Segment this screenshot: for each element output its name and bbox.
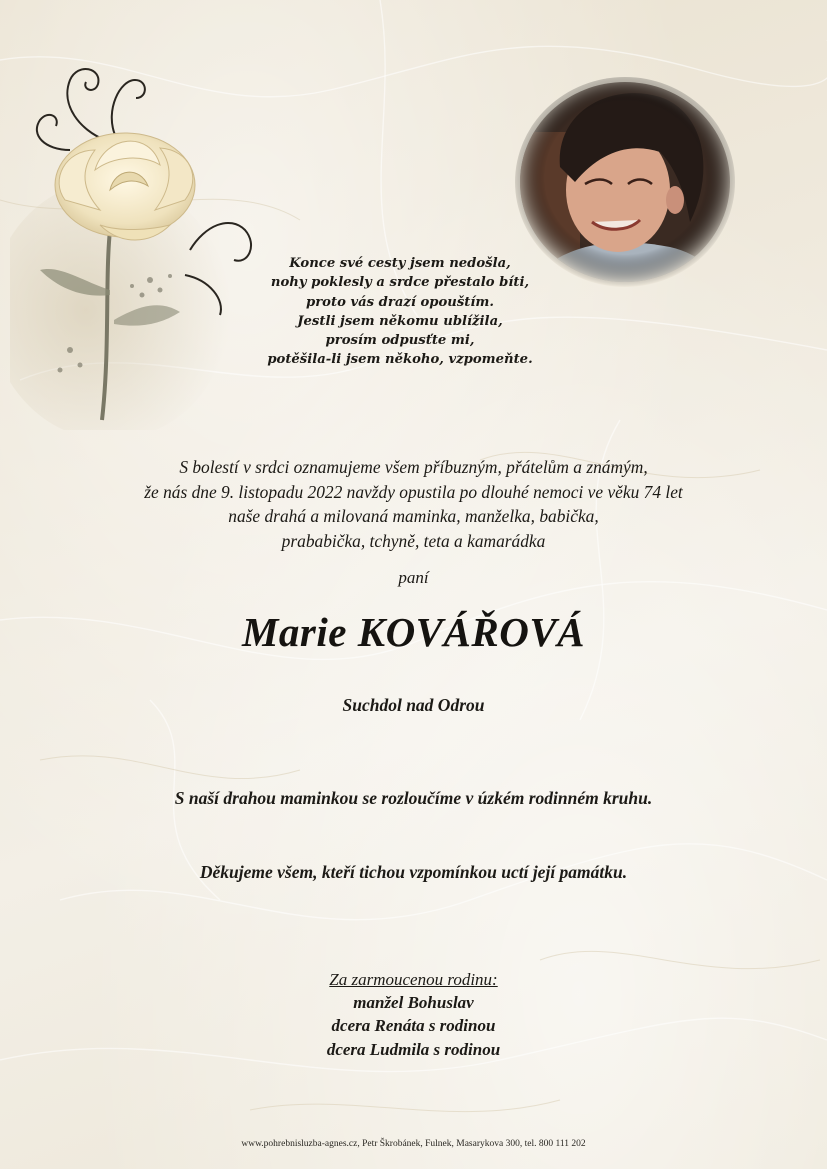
family-member: dcera Ludmila s rodinou [326, 1039, 501, 1059]
poem-line: Konce své cesty jsem nedošla, [289, 256, 511, 271]
poem-line: nohy poklesly a srdce přestalo bíti, [270, 275, 530, 291]
poem [250, 254, 550, 370]
poem-line: prosím odpusťte mi, [325, 333, 475, 349]
announcement-line: S bolestí v srdci oznamujeme všem příbuzným, přátelům a známým, [179, 457, 648, 477]
deceased-name: Marie KOVÁŘOVÁ [241, 609, 586, 655]
announcement-text [0, 455, 827, 553]
family-heading: Za zarmoucenou rodinu: [329, 970, 498, 989]
poem-line: proto vás drazí opouštím. [306, 294, 494, 310]
announcement-line: prababička, tchyně, teta a kamarádka [281, 530, 546, 551]
family-signature [0, 968, 827, 1061]
family-member: dcera Renáta s rodinou [331, 1016, 496, 1036]
salutation: paní [398, 568, 429, 587]
announcement-line: že nás dne 9. listopadu 2022 navždy opustila po dlouhé nemoci ve věku 74 let [144, 481, 683, 502]
place-of-residence: Suchdol nad Odrou [342, 695, 485, 715]
poem-line: potěšila-li jsem někoho, vzpomeňte. [267, 352, 533, 368]
thanks-notice: Děkujeme všem, kteří tichou vzpomínkou uctí její památku. [199, 862, 628, 882]
family-member: manžel Bohuslav [353, 993, 474, 1013]
poem-line: Jestli jsem někomu ublížila, [297, 313, 503, 329]
farewell-notice: S naší drahou maminkou se rozloučíme v úzkém rodinném kruhu. [174, 788, 653, 808]
rose-illustration [10, 50, 270, 430]
funeral-service-footer: www.pohrebnisluzba-agnes.cz, Petr Škrobánek, Fulnek, Masarykova 300, tel. 800 111 202 [241, 1139, 586, 1149]
announcement-line: naše drahá a milovaná maminka, manželka, babička, [228, 506, 599, 527]
